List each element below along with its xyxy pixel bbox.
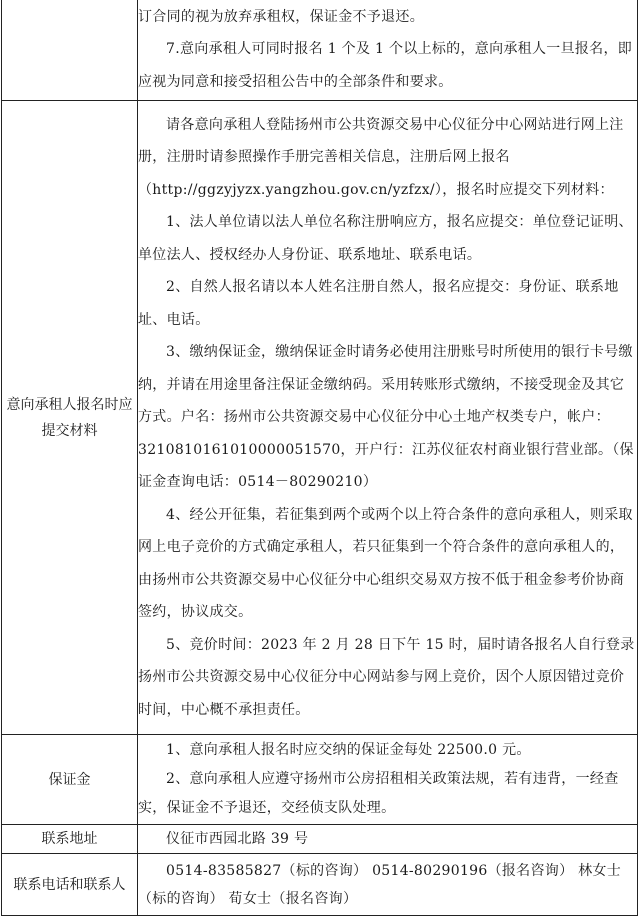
row-label-empty (2, 0, 138, 101)
paragraph: 3、缴纳保证金，缴纳保证金时请务必使用注册账号时所使用的银行卡号缴纳，并请在用途里备注保证金缴纳码。采用转账形式缴纳，不接受现金及其它方式。户名：扬州市公共资源交易中心仪征分中心土地产权类专户，帐户：3210810161010000051570，开户行：江苏仪征农村商业银行营业部。（保证金查询电话：0514－80290210） (138, 344, 634, 491)
table-row (2, 0, 638, 101)
paragraph: 1、法人单位请以法人单位名称注册响应方，报名应提交：单位登记证明、单位法人、授权经办人身份证、联系地址、联系电话。 (138, 214, 633, 263)
row-content-deposit (138, 735, 638, 825)
row-label-address: 联系地址 (2, 825, 138, 854)
row-label-contact: 联系电话和联系人 (2, 854, 138, 916)
paragraph: 2、意向承租人应遵守扬州市公房招租相关政策法规，若有违背，一经查实，保证金不予退还，交经侦支队处理。 (138, 771, 619, 816)
row-label-deposit: 保证金 (2, 735, 138, 825)
notice-table (1, 0, 638, 916)
row-content-terms (138, 0, 638, 101)
contact-address: 仪征市西园北路 39 号 (166, 831, 309, 847)
contact-phones: 0514-83585827（标的咨询） 0514-80290196（报名咨询） 林女士（标的咨询） 荀女士（报名咨询） (138, 862, 622, 907)
row-content-address (138, 825, 638, 854)
paragraph: 5、竞价时间：2023 年 2 月 28 日下午 15 时，届时请各报名人自行登录扬州市公共资源交易中心仪征分中心网站参与网上竞价，因个人原因错过竞价时间，中心概不承担责任。 (138, 636, 635, 718)
paragraph: 1、意向承租人报名时应交纳的保证金每处 22500.0 元。 (166, 742, 531, 758)
paragraph: 2、自然人报名请以本人姓名注册自然人，报名应提交：身份证、联系地址、电话。 (138, 279, 619, 328)
row-content-materials (138, 101, 638, 735)
paragraph: 7.意向承租人可同时报名 1 个及 1 个以上标的，意向承租人一旦报名，即应视为同意和接受招租公告中的全部条件和要求。 (138, 41, 633, 90)
table-row (2, 825, 638, 854)
paragraph: 订合同的视为放弃承租权，保证金不予退还。 (138, 8, 424, 25)
table-row (2, 854, 638, 916)
paragraph: 请各意向承租人登陆扬州市公共资源交易中心仪征分中心网站进行网上注册，注册时请参照操作手册完善相关信息，注册后网上报名（http://ggzyjyzx.yangzhou.gov.cn/yzfzx/），报名时应提交下列材料： (138, 116, 624, 198)
row-label-materials: 意向承租人报名时应提交材料 (2, 101, 138, 735)
paragraph: 4、经公开征集，若征集到两个或两个以上符合条件的意向承租人，则采取网上电子竞价的方式确定承租人，若只征集到一个符合条件的意向承租人的，由扬州市公共资源交易中心仪征分中心组织交易双方按不低于租金参考价协商签约，协议成交。 (138, 506, 633, 621)
table-row (2, 101, 638, 735)
table-row (2, 735, 638, 825)
row-content-contact (138, 854, 638, 916)
